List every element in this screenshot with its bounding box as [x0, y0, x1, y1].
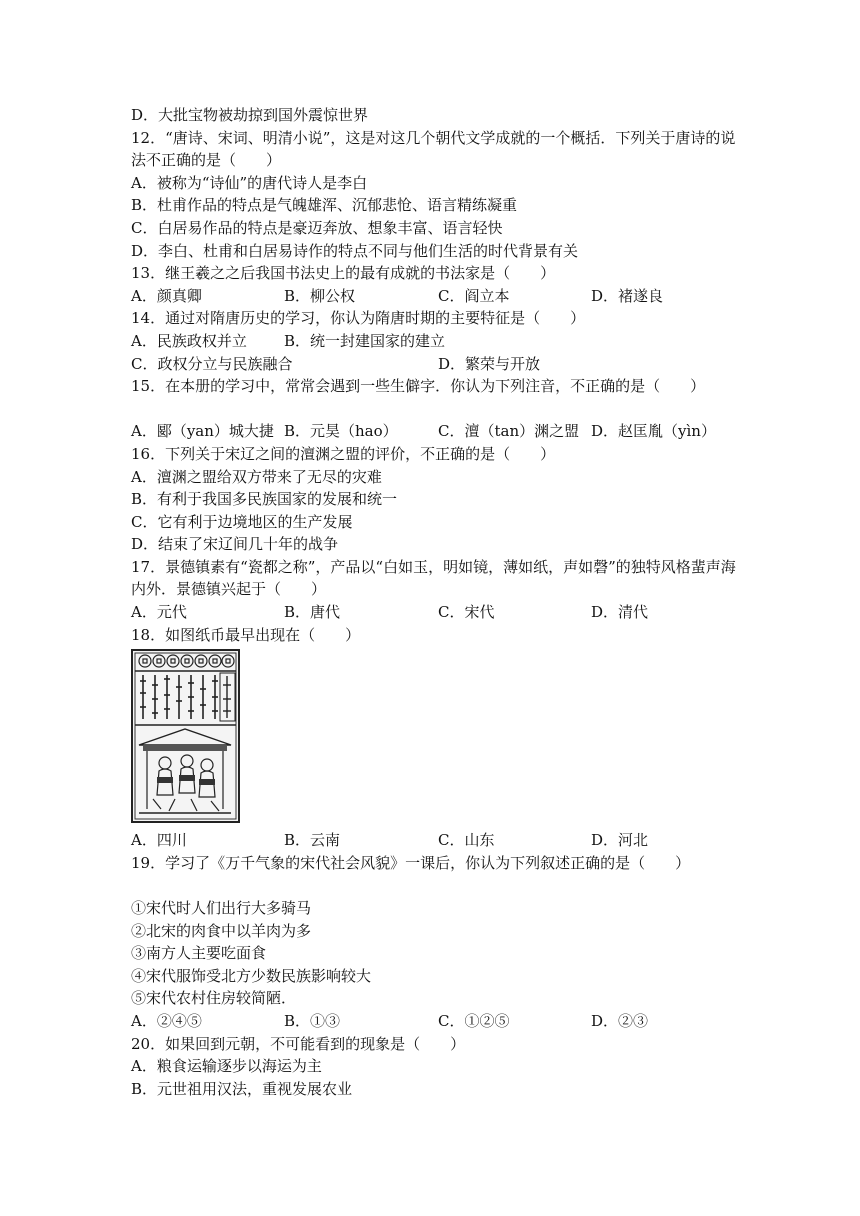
q19-option-d: D．②③ — [591, 1012, 649, 1030]
q18-option-a: A．四川 — [131, 831, 187, 850]
q15-option-b: B．元昊（hao） — [284, 422, 398, 441]
q12-option-b: B．杜甫作品的特点是气魄雄浑、沉郁悲怆、语言精练凝重 — [131, 196, 518, 215]
q18-option-c: C．山东 — [438, 831, 495, 850]
q17-stem-line-1: 17．景德镇素有“瓷都之称”，产品以“白如玉，明如镜，薄如纸，声如磬”的独特风格蜚声海 — [131, 557, 736, 576]
q14-stem: 14．通过对隋唐历史的学习，你认为隋唐时期的主要特征是（ ） — [131, 309, 586, 328]
q19-option-b: B．①③ — [284, 1012, 341, 1030]
q16-option-c: C．它有利于边境地区的生产发展 — [131, 512, 353, 531]
q15-option-a: A．郾（yan）城大捷 — [131, 422, 274, 441]
q12-stem-line-2: 法不正确的是（ ） — [131, 151, 282, 170]
q14-option-c: C．政权分立与民族融合 — [131, 354, 293, 373]
q19-option-c: C．①②⑤ — [438, 1012, 510, 1030]
q18-options — [131, 829, 731, 852]
q19-stem: 19．学习了《万千气象的宋代社会风貌》一课后，你认为下列叙述正确的是（ ） — [131, 853, 691, 872]
q15-options — [131, 420, 731, 443]
q13-option-c: C．阎立本 — [438, 286, 510, 305]
q18-option-b: B．云南 — [284, 831, 341, 850]
q16-stem: 16．下列关于宋辽之间的澶渊之盟的评价，不正确的是（ ） — [131, 444, 556, 463]
q16-option-a: A．澶渊之盟给双方带来了无尽的灾难 — [131, 467, 382, 486]
q17-options — [131, 601, 731, 624]
jiaozi-banknote-image — [131, 649, 240, 823]
q19-statement-3: ③南方人主要吃面食 — [131, 944, 267, 963]
q13-option-d: D．褚遂良 — [591, 286, 664, 305]
q13-option-b: B．柳公权 — [284, 286, 356, 305]
q17-stem-line-2: 内外．景德镇兴起于（ ） — [131, 580, 327, 599]
q14-option-d: D．繁荣与开放 — [438, 354, 541, 373]
q15-option-d: D．赵匡胤（yìn） — [591, 422, 716, 441]
q12-stem-line-1: 12．“唐诗、宋词、明清小说”，这是对这几个朝代文学成就的一个概括．下列关于唐诗的说 — [131, 128, 736, 147]
q20-option-b: B．元世祖用汉法，重视发展农业 — [131, 1079, 353, 1098]
spacer — [131, 874, 731, 897]
q18-stem: 18．如图纸币最早出现在（ ） — [131, 625, 361, 644]
q13-option-a: A．颜真卿 — [131, 286, 202, 305]
q14-options-row-2 — [131, 353, 731, 376]
q18-figure — [131, 646, 731, 829]
q12-option-c: C．白居易作品的特点是豪迈奔放、想象丰富、语言轻快 — [131, 218, 503, 237]
q19-statement-1: ①宋代时人们出行大多骑马 — [131, 899, 312, 918]
q19-statement-5: ⑤宋代农村住房较简陋． — [131, 989, 297, 1008]
spacer — [131, 398, 731, 421]
q19-statement-4: ④宋代服饰受北方少数民族影响较大 — [131, 966, 372, 985]
q12-option-a: A．被称为“诗仙”的唐代诗人是李白 — [131, 173, 368, 192]
q13-stem: 13．继王羲之之后我国书法史上的最有成就的书法家是（ ） — [131, 264, 556, 283]
q16-option-d: D．结束了宋辽间几十年的战争 — [131, 535, 339, 554]
q17-option-c: C．宋代 — [438, 603, 495, 622]
q19-option-a: A．②④⑤ — [131, 1012, 202, 1030]
q17-option-d: D．清代 — [591, 603, 649, 622]
q14-options-row-1 — [131, 330, 731, 353]
q19-statement-2: ②北宋的肉食中以羊肉为多 — [131, 921, 312, 940]
q15-stem: 15．在本册的学习中，常常会遇到一些生僻字．你认为下列注音，不正确的是（ ） — [131, 377, 706, 396]
q14-option-a: A．民族政权并立 — [131, 331, 247, 350]
q19-options — [131, 1010, 731, 1033]
q15-option-c: C．澶（tan）渊之盟 — [438, 422, 580, 441]
q12-option-d: D．李白、杜甫和白居易诗作的特点不同与他们生活的时代背景有关 — [131, 241, 579, 260]
q20-option-a: A．粮食运输逐步以海运为主 — [131, 1057, 322, 1076]
q11-option-d: D．大批宝物被劫掠到国外震惊世界 — [131, 106, 369, 124]
q14-option-b: B．统一封建国家的建立 — [284, 331, 446, 350]
q17-option-b: B．唐代 — [284, 603, 341, 622]
q17-option-a: A．元代 — [131, 603, 187, 622]
q20-stem: 20．如果回到元朝，不可能看到的现象是（ ） — [131, 1034, 466, 1053]
q16-option-b: B．有利于我国多民族国家的发展和统一 — [131, 490, 398, 509]
q18-option-d: D．河北 — [591, 831, 649, 850]
exam-page — [131, 104, 736, 1100]
q13-options — [131, 285, 731, 308]
